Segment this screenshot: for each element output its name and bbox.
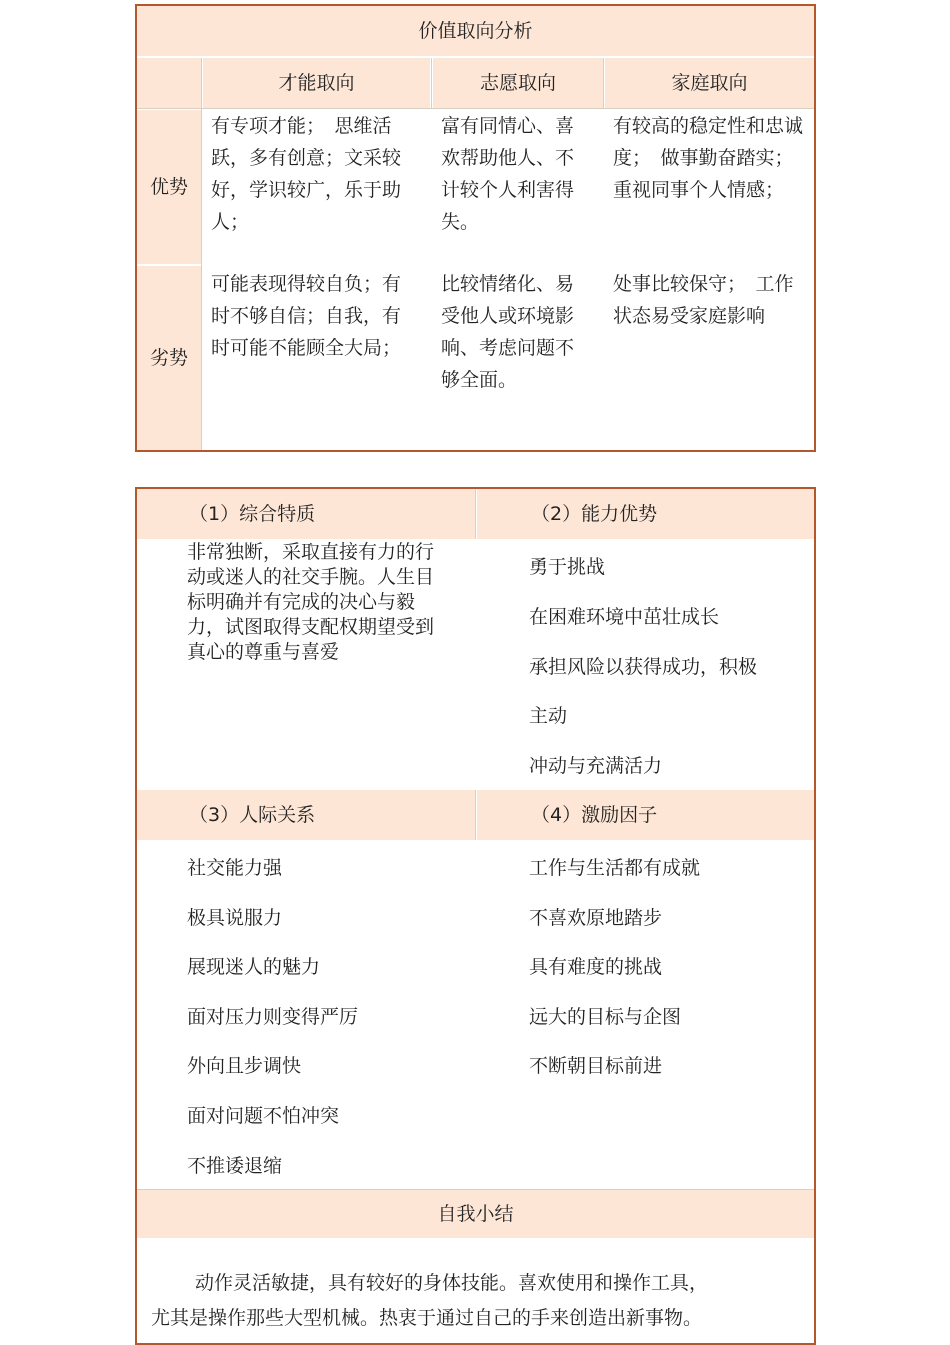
strength-talent: 有专项才能； 思维活跃，多有创意；文采较好，学识较广，乐于助人； xyxy=(211,115,402,233)
list-item: 社交能力强 xyxy=(187,857,283,879)
list-item: 冲动与充满活力 xyxy=(529,755,663,777)
personality-table xyxy=(135,487,816,1345)
strength-family: 有较高的稳定性和忠诚度； 做事勤奋踏实； 重视同事个人情感； xyxy=(613,115,804,201)
list-item: 不喜欢原地踏步 xyxy=(529,907,663,929)
list-item: 极具说服力 xyxy=(187,907,283,929)
row-label-weakness: 劣势 xyxy=(137,266,201,450)
weakness-talent: 可能表现得较自负；有时不够自信；自我，有时可能不能顾全大局； xyxy=(211,273,402,359)
row-label-strength: 优势 xyxy=(137,110,201,264)
list-item: 工作与生活都有成就 xyxy=(529,857,701,879)
summary-header: 自我小结 xyxy=(137,1190,814,1238)
list-item: 面对问题不怕冲突 xyxy=(187,1105,340,1127)
list-item: 不断朝目标前进 xyxy=(529,1055,663,1077)
strength-volunteer: 富有同情心、喜欢帮助他人、不计较个人利害得失。 xyxy=(441,115,575,233)
section-header-strengths: （2）能力优势 xyxy=(477,489,814,539)
list-item: 不推诿退缩 xyxy=(187,1155,283,1177)
summary-line-1: 动作灵活敏捷，具有较好的身体技能。喜欢使用和操作工具， xyxy=(195,1272,709,1294)
list-item: 承担风险以获得成功，积极 xyxy=(529,656,758,678)
weakness-volunteer: 比较情绪化、易受他人或环境影响、考虑问题不够全面。 xyxy=(441,273,575,391)
list-item: 展现迷人的魅力 xyxy=(187,956,321,978)
list-item: 主动 xyxy=(529,705,568,727)
col-header-volunteer: 志愿取向 xyxy=(433,58,603,108)
list-item: 面对压力则变得严厉 xyxy=(187,1006,359,1028)
value-orientation-table xyxy=(135,4,816,452)
summary-line-2: 尤其是操作那些大型机械。热衷于通过自己的手来创造出新事物。 xyxy=(151,1307,703,1329)
weakness-family: 处事比较保守； 工作状态易受家庭影响 xyxy=(613,273,794,327)
header-corner xyxy=(137,58,201,108)
traits-text: 非常独断，采取直接有力的行动或迷人的社交手腕。人生目标明确并有完成的决心与毅力，试图取得支配权期望受到真心的尊重与喜爱 xyxy=(187,541,435,663)
section-header-traits: （1）综合特质 xyxy=(137,489,475,539)
list-item: 外向且步调快 xyxy=(187,1055,302,1077)
list-item: 具有难度的挑战 xyxy=(529,956,663,978)
list-item: 远大的目标与企图 xyxy=(529,1006,682,1028)
list-item: 在困难环境中茁壮成长 xyxy=(529,606,720,628)
table-title: 价值取向分析 xyxy=(137,6,814,56)
section-header-relations: （3）人际关系 xyxy=(137,790,475,840)
col-header-family: 家庭取向 xyxy=(605,58,814,108)
section-header-motivation: （4）激励因子 xyxy=(477,790,814,840)
list-item: 勇于挑战 xyxy=(529,556,606,578)
col-header-talent: 才能取向 xyxy=(203,58,430,108)
